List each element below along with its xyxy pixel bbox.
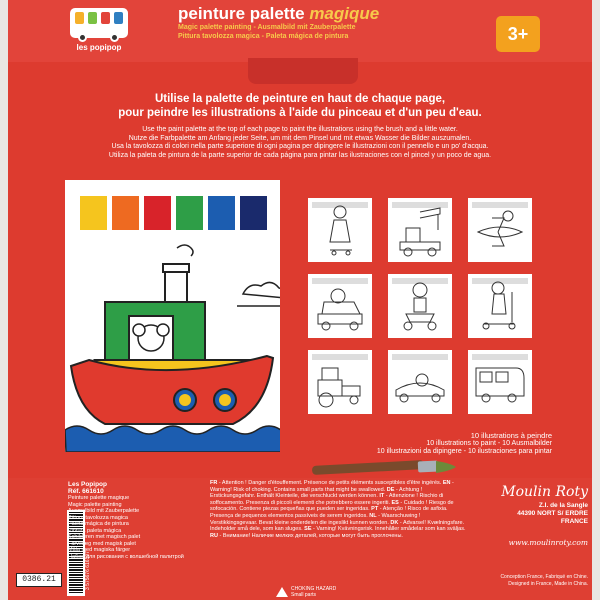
paint-palette	[80, 196, 267, 230]
sample-page	[65, 180, 280, 452]
product-ref: Réf. 661610	[68, 487, 104, 495]
title-main: peinture palette	[178, 4, 310, 23]
warning-text: - Cuidado ! Riesgo de sofocación. Contiene piezas pequeñas que pueden ser ingeridas.	[210, 499, 454, 513]
product-brand: Les Popipop	[68, 481, 107, 488]
product-name-line: Peinture palette magique	[68, 495, 130, 501]
product-name-line: Paleta mágica de pintura	[68, 521, 129, 527]
brand-name: les popipop	[76, 43, 122, 52]
boy-scooter-icon	[388, 274, 452, 338]
bus-window	[114, 12, 123, 24]
product-name-line: Måla med magiska färger	[68, 547, 131, 553]
warning-text: - Atenção ! Risco de asfixia. Presença de pequenos elementos passíveis de serem ingeridos.	[210, 506, 448, 519]
brand-logo	[70, 8, 128, 54]
subtitle-line: Magic palette painting - Ausmalbild mit Zauberpalette	[178, 24, 356, 31]
product-name-line: Pittura tavolozza magica	[68, 514, 128, 521]
instruction-line: Use the paint palette at the top of each page to paint the illustrations using the brush and a little water.	[142, 126, 458, 133]
boat-illustration	[65, 242, 280, 452]
product-name-line: Magic palette painting	[68, 501, 122, 508]
warning-lang-code: PT	[371, 506, 379, 513]
address-line: FRANCE	[560, 518, 588, 525]
product-name-line: Pintura paleta mágica	[68, 527, 122, 534]
instruction-line: Usa la tavolozza di colori nella parte superiore di ogni pagina per dipingere le illustrazioni con il pennello e un po' d'acqua.	[111, 143, 489, 150]
instruction-line: Nutze die Farbpalette am Anfang jeder Seite, um mit dem Pinsel und mit etwas Wasser die Bilder auszumalen.	[128, 134, 472, 142]
palette-swatch	[80, 196, 107, 230]
palette-swatch	[208, 196, 235, 230]
warning-lang-code: DE	[386, 486, 395, 493]
choking-line: CHOKING HAZARD	[291, 586, 337, 592]
warning-triangle-icon	[276, 587, 288, 597]
warning-lang-code: ES	[391, 499, 399, 506]
hanger-tab	[248, 58, 358, 84]
warning-item	[304, 526, 465, 532]
warning-lang-code: EN	[442, 480, 451, 486]
elephant-car-icon	[308, 274, 372, 338]
origin-line: Designed in France, Made in China.	[508, 580, 588, 587]
warning-text: - Внимание! Наличие мелких деталей, которые могут быть проглочены.	[217, 532, 403, 539]
product-name-line: Schilderen met magisch palet	[68, 534, 141, 540]
girl-skateboard-icon	[308, 198, 372, 262]
illustrations-line: 10 illustrations à peindre	[470, 431, 552, 440]
warning-lang-code: NL	[369, 512, 377, 519]
company-website: www.moulinroty.com	[508, 538, 588, 547]
warning-lang-code: FR	[210, 480, 218, 486]
product-subtitles	[178, 24, 356, 41]
plane-icon	[468, 198, 532, 262]
company-block	[478, 484, 588, 547]
illustrations-count	[298, 432, 552, 456]
palette-swatch	[112, 196, 139, 230]
van-icon	[468, 350, 532, 414]
warning-lang-code: DK	[390, 519, 399, 526]
age-badge: 3+	[496, 16, 540, 52]
instructions-lead	[48, 92, 552, 120]
packaging-back	[8, 0, 592, 600]
lead-line: pour peindre les illustrations à l'aide du pinceau et d'un peu d'eau.	[118, 107, 482, 119]
warning-lang-code: IT	[379, 493, 385, 500]
address-line: 44390 NORT S/ ERDRE	[517, 510, 588, 517]
illustrations-line: 10 illustrazioni da dipingere - 10 ilustraciones para pintar	[376, 448, 552, 455]
warning-text: - Attenzione ! Rischio di soffocamento. Presenza di piccoli elementi che potrebbero essere ingeriti.	[210, 493, 444, 506]
palette-swatch	[144, 196, 171, 230]
palette-swatch	[240, 196, 267, 230]
instructions-translations	[48, 126, 552, 160]
bus-wheel	[78, 33, 87, 42]
price-ref-sticker: 0386.21	[16, 573, 62, 587]
tractor-icon	[308, 350, 372, 414]
product-name-line: Farvelæg med magisk palet	[68, 540, 136, 547]
warning-text: - Achtung ! Erstickungsgefahr. Enthält Kleinteile, die verschluckt werden können.	[210, 486, 423, 500]
warning-lang-code: SE	[304, 526, 312, 533]
company-address	[478, 502, 588, 526]
bus-window	[88, 12, 97, 24]
product-name-line: Ausmalbild mit Zauberpalette	[68, 508, 140, 514]
illustrations-line: 10 illustrations to paint - 10 Ausmalbilder	[426, 440, 552, 447]
company-logo: Moulin Roty	[501, 484, 588, 500]
safety-warnings	[210, 480, 468, 539]
origin-line: Conception France, Fabriqué en Chine.	[500, 574, 588, 580]
bus-window	[101, 12, 110, 24]
warning-lang-code: RU	[210, 532, 218, 539]
racecar-icon	[388, 350, 452, 414]
warning-text: - Warning! Risk of choking. Contains small parts that might be swallowed.	[210, 480, 454, 493]
choking-line: Small parts	[291, 592, 317, 598]
warning-text: - Varning! Kvävningsrisk. Innehåller smådelar som kan sväljas.	[311, 526, 466, 533]
crane-truck-icon	[388, 198, 452, 262]
origin-info	[484, 574, 588, 587]
bus-window	[75, 12, 84, 24]
warning-item	[210, 533, 403, 539]
barcode-digits: 3 575676 616107	[85, 551, 91, 590]
warning-text: - Advarsel! Kvælningsfare. Indeholder små dele, som kan sluges.	[210, 519, 465, 533]
bus-wheel	[110, 33, 119, 42]
warning-item	[210, 480, 443, 486]
product-title	[178, 4, 379, 24]
bus-icon	[70, 8, 128, 38]
lead-line: Utilise la palette de peinture en haut de chaque page,	[154, 93, 446, 105]
palette-swatch	[176, 196, 203, 230]
girl-scooter-icon	[468, 274, 532, 338]
paintbrush-icon	[298, 455, 458, 479]
product-names	[68, 482, 188, 560]
warning-text: - Waarschuwing ! Verstikkingsgevaar. Bevat kleine onderdelen die ingeslikt kunnen worden.	[210, 512, 421, 526]
product-name-line: Набор для рисования с волшебной палитрой	[68, 553, 184, 560]
warning-text: - Attention ! Danger d'étouffement. Présence de petits éléments susceptibles d'être ingérés.	[217, 480, 442, 486]
instruction-line: Utiliza la paleta de pintura de la parte superior de cada página para pintar las ilustraciones con el pincel y un poco de agua.	[108, 151, 492, 159]
subtitle-line: Pittura tavolozza magica - Paleta mágica de pintura	[178, 32, 349, 40]
choking-hazard	[276, 586, 336, 598]
address-line: Z.I. de la Sangle	[538, 502, 588, 509]
title-accent: magique	[309, 4, 380, 23]
